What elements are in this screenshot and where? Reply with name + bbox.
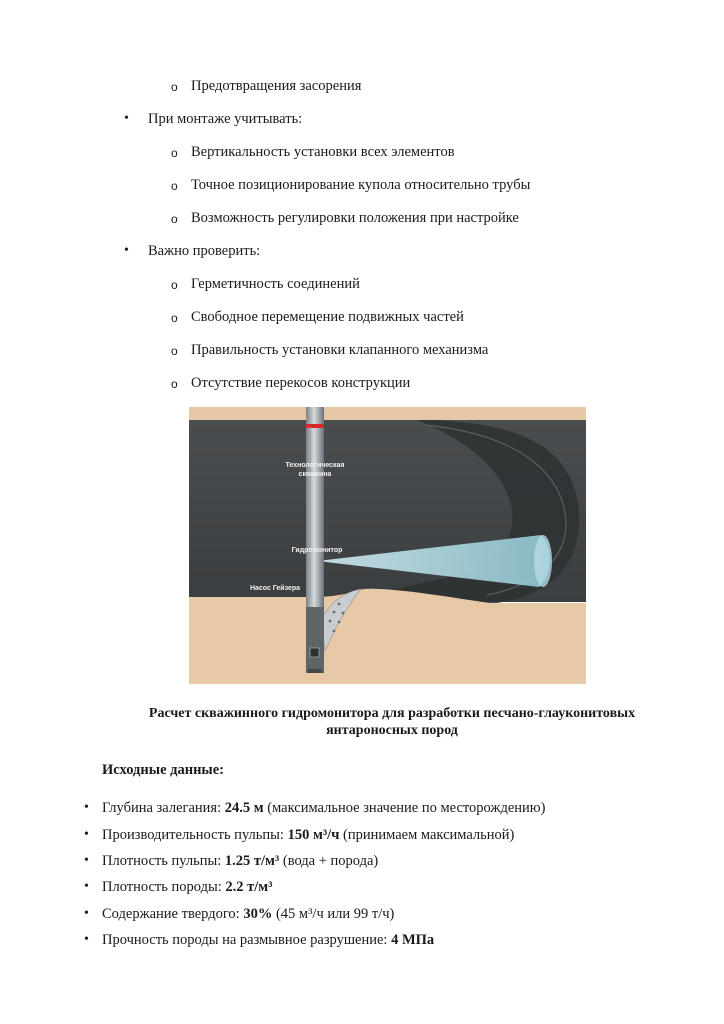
bullet-icon: • bbox=[124, 111, 129, 126]
bullet-icon: • bbox=[84, 853, 89, 868]
circle-bullet-icon: o bbox=[171, 344, 178, 358]
list-sub-item: Предотвращения засорения bbox=[191, 78, 362, 94]
param-item: Прочность породы на размывное разрушение: 4 МПа bbox=[102, 932, 435, 948]
param-item: Плотность породы: 2.2 т/м³ bbox=[102, 879, 273, 895]
circle-bullet-icon: o bbox=[171, 278, 178, 292]
list-sub-item: Правильность установки клапанного механизма bbox=[191, 342, 489, 358]
bullet-icon: • bbox=[84, 827, 89, 842]
param-item: Глубина залегания: 24.5 м (максимальное значение по месторождению) bbox=[102, 800, 546, 816]
list-item-check: Важно проверить: bbox=[148, 243, 261, 259]
circle-bullet-icon: o bbox=[171, 212, 178, 226]
list-sub-item: Точное позиционирование купола относительно трубы bbox=[191, 177, 531, 193]
bullet-icon: • bbox=[84, 800, 89, 815]
circle-bullet-icon: o bbox=[171, 377, 178, 391]
param-item: Содержание твердого: 30% (45 м³/ч или 99 т/ч) bbox=[102, 906, 395, 922]
pump-port bbox=[310, 648, 319, 657]
bullet-icon: • bbox=[84, 906, 89, 921]
param-item: Производительность пульпы: 150 м³/ч (принимаем максимальной) bbox=[102, 827, 515, 843]
hydromonitor-illustration bbox=[189, 407, 586, 684]
list-sub-item: Вертикальность установки всех элементов bbox=[191, 144, 455, 160]
circle-bullet-icon: o bbox=[171, 146, 178, 160]
label-pump: Насос Гейзера bbox=[249, 585, 301, 592]
pipe-red-ring bbox=[306, 424, 324, 428]
bullet-icon: • bbox=[84, 879, 89, 894]
list-sub-item: Герметичность соединений bbox=[191, 276, 360, 292]
list-sub-item: Отсутствие перекосов конструкции bbox=[191, 375, 411, 391]
label-well-line2: скважина bbox=[298, 471, 332, 478]
circle-bullet-icon: o bbox=[171, 179, 178, 193]
pump-body bbox=[306, 607, 324, 673]
label-monitor: Гидромонитор bbox=[291, 547, 343, 554]
list-sub-item: Свободное перемещение подвижных частей bbox=[191, 309, 464, 325]
list-sub-item: Возможность регулировки положения при настройке bbox=[191, 210, 519, 226]
circle-bullet-icon: o bbox=[171, 80, 178, 94]
bullet-icon: • bbox=[124, 243, 129, 258]
calc-title-line1: Расчет скважинного гидромонитора для разработки песчано-глауконитовых bbox=[148, 706, 636, 721]
bullet-icon: • bbox=[84, 932, 89, 947]
jet-end bbox=[534, 535, 552, 587]
calc-title-line2: янтароносных пород bbox=[326, 723, 458, 738]
circle-bullet-icon: o bbox=[171, 311, 178, 325]
lower-sand-layer bbox=[189, 589, 586, 684]
source-data-heading: Исходные данные: bbox=[102, 762, 225, 778]
list-item-mount: При монтаже учитывать: bbox=[148, 111, 303, 127]
param-item: Плотность пульпы: 1.25 т/м³ (вода + порода) bbox=[102, 853, 379, 869]
label-well-line1: Технологическая bbox=[285, 462, 345, 469]
